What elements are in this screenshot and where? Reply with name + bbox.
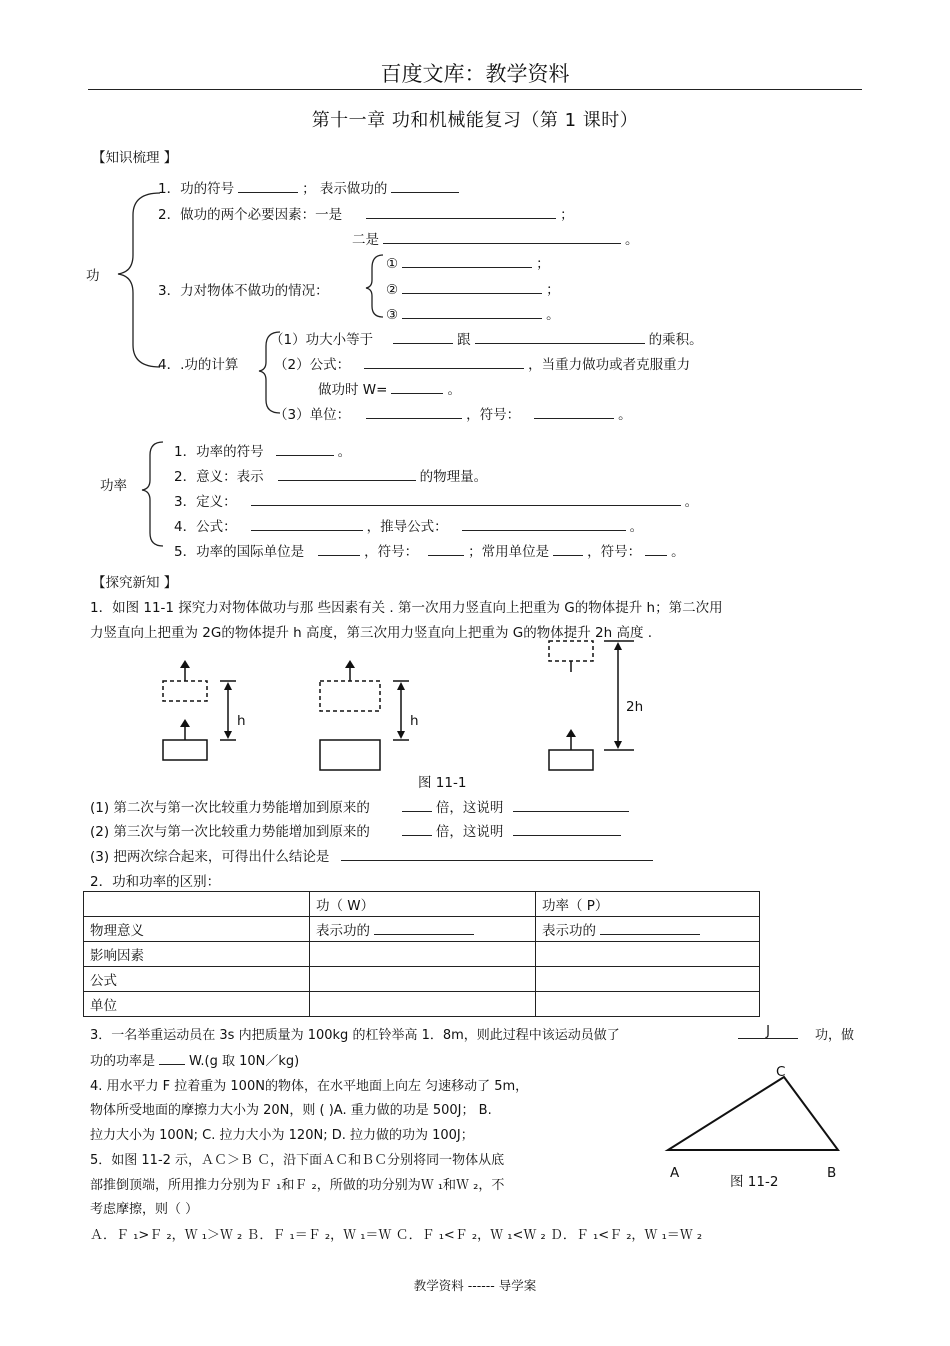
q1-sub-2: (2) 第三次与第一次比较重力势能增加到原来的 倍，这说明: [90, 820, 625, 840]
table-cell[interactable]: 表示功的: [310, 917, 536, 942]
case3-height-label: 2h: [626, 699, 644, 715]
row-label: 单位: [84, 992, 310, 1017]
work-item-4: 4．.功的计算: [158, 357, 239, 373]
q3-line-2: 功的功率是 W.(g 取 10N／kg): [90, 1050, 299, 1069]
q5-options: Ａ．Ｆ ₁>Ｆ ₂，Ｗ ₁＞Ｗ ₂ Ｂ．Ｆ ₁＝Ｆ ₂，Ｗ ₁＝Ｗ Ｃ．Ｆ ₁<Ｆ ₂，Ｗ ₁<Ｗ ₂ Ｄ．Ｆ ₁<Ｆ ₂，Ｗ ₁＝Ｗ ₂: [90, 1228, 703, 1243]
power-item-1: 1．功率的符号 。: [174, 440, 351, 460]
no-work-case-1: ① ；: [386, 252, 550, 272]
q3-tail: 功，做: [815, 1028, 855, 1043]
triangle-vertex-c: C: [776, 1064, 786, 1080]
triangle-vertex-a: A: [670, 1165, 680, 1181]
power-item-4: 4．公式： ，推导公式： 。: [174, 515, 643, 535]
q4-line-2: 物体所受地面的摩擦力大小为 20N，则 ( )A. 重力做的功是 500J； B.: [90, 1103, 492, 1118]
power-item-3: 3．定义： 。: [174, 490, 698, 510]
triangle-vertex-b: B: [827, 1165, 837, 1181]
work-item-2b: 二是 。: [352, 228, 639, 248]
knowledge-heading: 【知识梳理 】: [92, 150, 178, 166]
q5-line-3: 考虑摩擦，则（ ）: [90, 1202, 199, 1217]
power-label: 功率: [100, 478, 127, 494]
header-title: 百度文库：教学资料: [380, 62, 570, 86]
blank-field[interactable]: J: [738, 1024, 798, 1039]
incline-triangle: [668, 1077, 838, 1150]
work-item-1: 1．功的符号 ； 表示做功的: [158, 177, 463, 197]
q2-heading: 2．功和功率的区别：: [90, 874, 221, 890]
power-item-5: 5．功率的国际单位是 ，符号： ；常用单位是 ，符号： 。: [174, 540, 685, 560]
row-label: 影响因素: [84, 942, 310, 967]
q5-line-1: 5．如图 11-2 示，ＡＣ＞Ｂ Ｃ，沿下面ＡＣ和ＢＣ分别将同一物体从底: [90, 1153, 505, 1168]
row-label: 物理意义: [84, 917, 310, 942]
q4-line-1: 4. 用水平力 F 拉着重为 100N的物体，在水平地面上向左 匀速移动了 5m，: [90, 1079, 529, 1094]
explore-heading: 【探究新知 】: [92, 575, 178, 591]
no-work-case-2: ② ；: [386, 278, 560, 298]
q3-line-1: 3．一名举重运动员在 3s 内把质量为 100kg 的杠铃举高 1．8m，则此过程中该运动员做了: [90, 1028, 620, 1043]
work-item-2: 2．做功的两个必要因素：一是 ；: [158, 203, 574, 223]
work-label: 功: [86, 268, 100, 284]
q1-sub-3: (3) 把两次综合起来，可得出什么结论是: [90, 845, 657, 865]
q1-line-2: 力竖直向上把重为 2G的物体提升 h 高度，第三次用力竖直向上把重为 G的物体提升 2h 高度 .: [90, 625, 653, 641]
footer: 教学资料 ------ 导学案: [413, 1278, 537, 1293]
table-header-power: 功率（ P）: [536, 892, 760, 917]
calc-2: （2）公式： ，当重力做功或者克服重力: [274, 353, 690, 373]
calc-1: （1）功大小等于 跟 的乘积。: [270, 328, 703, 348]
q4-line-3: 拉力大小为 100N; C. 拉力大小为 120N; D. 拉力做的功为 100J；: [90, 1128, 474, 1143]
q1-line-1: 1．如图 11-1 探究力对物体做功与那 些因素有关 . 第一次用力竖直向上把重为 G的物体提升 h；第二次用: [90, 600, 723, 616]
no-work-case-3: ③ 。: [386, 303, 560, 323]
row-label: 公式: [84, 967, 310, 992]
work-item-3: 3．力对物体不做功的情况：: [158, 283, 329, 299]
calc-3: （3）单位： ，符号： 。: [274, 403, 632, 423]
calc-2-weight: 做功时 W= 。: [318, 378, 461, 398]
table-header-work: 功（ W）: [310, 892, 536, 917]
q5-line-2: 部推倒顶端，所用推力分别为Ｆ ₁和Ｆ ₂，所做的功分别为Ｗ ₁和Ｗ ₂，不: [90, 1178, 505, 1193]
table-cell[interactable]: 表示功的: [536, 917, 760, 942]
chapter-title: 第十一章 功和机械能复习（第 1 课时）: [311, 110, 639, 131]
case1-height-label: h: [237, 713, 246, 729]
figure-11-2-caption: 图 11-2: [730, 1174, 779, 1190]
case2-height-label: h: [410, 713, 419, 729]
power-item-2: 2．意义：表示 的物理量。: [174, 465, 487, 485]
q1-sub-1: (1) 第二次与第一次比较重力势能增加到原来的 倍，这说明: [90, 796, 633, 816]
figure-11-1-caption: 图 11-1: [418, 775, 467, 791]
